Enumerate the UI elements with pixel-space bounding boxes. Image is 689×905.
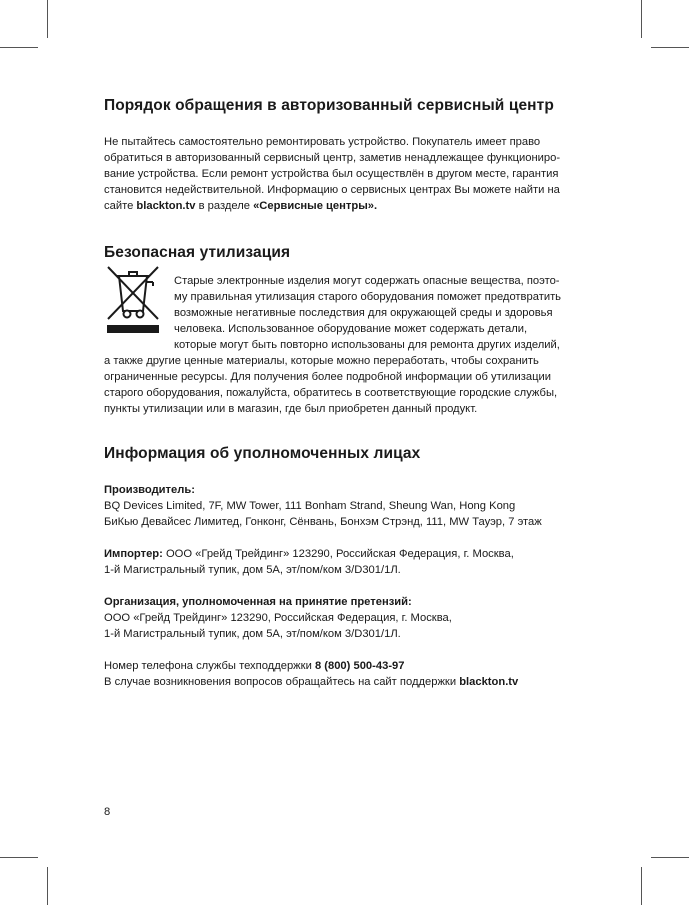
authorized-persons-heading: Информация об уполномоченных лицах (104, 445, 421, 462)
support-phone-line (104, 658, 604, 674)
paragraph-line: Старые электронные изделия могут содержать опасные вещества, поэто- (174, 275, 560, 287)
paragraph-line: старого оборудования, пожалуйста, обратитесь в соответствующие городские службы, (104, 387, 558, 399)
page-number: 8 (104, 806, 111, 818)
service-center-heading: Порядок обращения в авторизованный сервисный центр (104, 97, 554, 114)
support-phone-number[interactable]: 8 (800) 500-43-97 (314, 660, 405, 672)
claims-org-address: ООО «Грейд Трейдинг» 123290, Российская Федерация, г. Москва, (104, 612, 452, 624)
paragraph-line: которые могут быть повторно использованы для ремонта других изделий, (174, 339, 560, 351)
claims-org-label: Организация, уполномоченная на принятие претензий: (104, 596, 412, 608)
claims-org-block (104, 594, 604, 642)
crossed-out-wheelie-bin-icon (104, 264, 162, 334)
importer-address-2: 1-й Магистральный тупик, дом 5А, эт/пом/ком 3/D301/1Л. (104, 564, 401, 576)
importer-block (104, 546, 604, 578)
text-fragment: в разделе (195, 200, 254, 212)
paragraph-line: человека. Использованное оборудование может содержать детали, (174, 323, 528, 335)
paragraph-line: обратиться в авторизованный сервисный центр, заметив ненадлежащее функциониро- (104, 152, 561, 164)
disposal-paragraph (104, 273, 604, 417)
safe-disposal-heading: Безопасная утилизация (104, 244, 291, 261)
text-fragment: В случае возникновения вопросов обращайтесь на сайт поддержки (104, 676, 460, 688)
support-site-line (104, 674, 604, 690)
support-site-link[interactable]: blackton.tv (459, 676, 519, 688)
crop-mark (0, 47, 38, 48)
manufacturer-address-ru: БиКью Девайсес Лимитед, Гонконг, Сёнвань, Бонхэм Стрэнд, 111, MW Тауэр, 7 этаж (104, 516, 542, 528)
manufacturer-block (104, 482, 604, 530)
paragraph-line: становится недействительной. Информацию о сервисных центрах Вы можете найти на (104, 184, 560, 196)
paragraph-line (104, 198, 604, 214)
paragraph-line: ограниченные ресурсы. Для получения более подробной информации об утилизации (104, 371, 551, 383)
paragraph-line: возможные негативные последствия для окружающей среды и здоровья (174, 307, 553, 319)
paragraph-line: пункты утилизации или в магазин, где был приобретен данный продукт. (104, 403, 478, 415)
support-block (104, 658, 604, 690)
service-center-paragraph (104, 134, 604, 214)
document-page (104, 96, 604, 690)
manufacturer-address-en: BQ Devices Limited, 7F, MW Tower, 111 Bonham Strand, Sheung Wan, Hong Kong (104, 500, 516, 512)
importer-label: Импортер: (104, 548, 163, 560)
paragraph-line: вание устройства. Если ремонт устройства был осуществлён в другом месте, гарантия (104, 168, 559, 180)
site-link[interactable]: blackton.tv (136, 200, 196, 212)
text-fragment: сайте (104, 200, 137, 212)
claims-org-address-2: 1-й Магистральный тупик, дом 5А, эт/пом/ком 3/D301/1Л. (104, 628, 401, 640)
paragraph-line: а также другие ценные материалы, которые можно переработать, чтобы сохранить (104, 355, 539, 367)
crop-mark (641, 867, 642, 905)
crop-mark (47, 867, 48, 905)
crop-mark (651, 857, 689, 858)
importer-address: ООО «Грейд Трейдинг» 123290, Российская Федерация, г. Москва, (162, 548, 514, 560)
manufacturer-label: Производитель: (104, 484, 195, 496)
paragraph-line: Не пытайтесь самостоятельно ремонтировать устройство. Покупатель имеет право (104, 136, 541, 148)
crop-mark (47, 0, 48, 38)
service-centers-link[interactable]: «Сервисные центры». (253, 200, 378, 212)
importer-line (104, 546, 604, 562)
crop-mark (641, 0, 642, 38)
paragraph-line: му правильная утилизация старого оборудования поможет предотвратить (174, 291, 562, 303)
crop-mark (0, 857, 38, 858)
text-fragment: Номер телефона службы техподдержки (104, 660, 315, 672)
crop-mark (651, 47, 689, 48)
